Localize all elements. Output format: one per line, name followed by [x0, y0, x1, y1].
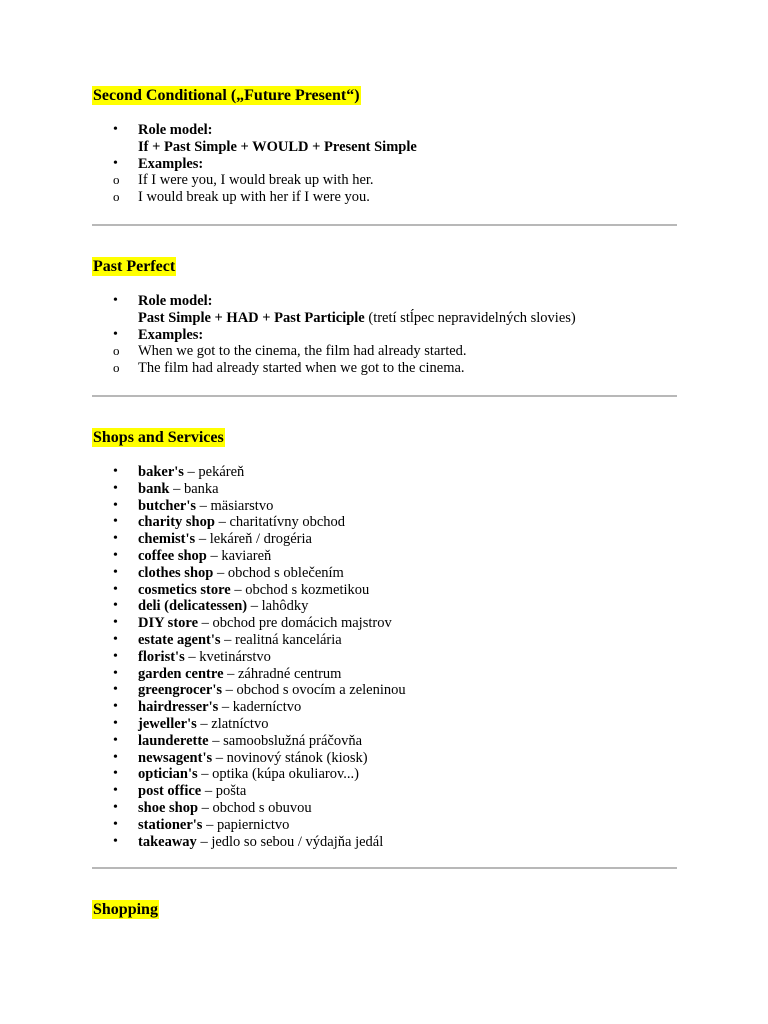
vocab-item: [92, 464, 677, 481]
vocab-item: [92, 783, 677, 800]
vocab-item: [92, 582, 677, 599]
list-item: [92, 156, 677, 206]
section-heading: Second Conditional („Future Present“): [93, 87, 360, 104]
bullet-icon: •: [113, 514, 118, 530]
vocab-term: shoe shop: [138, 799, 199, 816]
vocab-translation: – obchod s obuvou: [198, 799, 312, 816]
vocab-translation: – papiernictvo: [202, 816, 290, 833]
vocab-translation: – kaderníctvo: [218, 699, 302, 716]
vocab-term: takeaway: [138, 833, 197, 850]
vocab-translation: – lahôdky: [247, 598, 309, 615]
vocab-item: [92, 733, 677, 750]
vocab-term: launderette: [138, 732, 209, 749]
vocab-item: [92, 565, 677, 582]
examples-list: [92, 172, 677, 206]
vocab-translation: – lekáreň / drogéria: [195, 531, 312, 548]
bullet-icon: •: [113, 833, 118, 849]
list-item: [92, 327, 677, 377]
bullet-icon: •: [113, 598, 118, 614]
bullet-icon: •: [113, 464, 118, 479]
bullet-icon: •: [113, 715, 118, 731]
section-shopping: [92, 900, 677, 919]
vocab-translation: – záhradné centrum: [223, 665, 342, 682]
vocab-item: [92, 615, 677, 632]
role-model-note: (tretí stĺpec nepravidelných slovies): [364, 309, 576, 326]
vocab-item: [92, 514, 677, 531]
example-item: [92, 360, 677, 377]
vocab-translation: – realitná kancelária: [220, 631, 342, 648]
vocab-translation: – samoobslužná práčovňa: [208, 732, 363, 749]
bullet-icon: •: [113, 547, 118, 563]
vocab-term: optician's: [138, 766, 198, 783]
vocab-term: estate agent's: [138, 631, 221, 648]
section-past-perfect: [92, 257, 677, 377]
vocab-term: garden centre: [138, 665, 224, 682]
vocab-translation: – charitatívny obchod: [214, 514, 346, 531]
vocab-term: greengrocer's: [138, 682, 223, 699]
vocab-translation: – obchod pre domácich majstrov: [198, 615, 392, 632]
vocab-item: [92, 834, 677, 851]
horizontal-rule: [92, 224, 677, 226]
vocab-item: [92, 649, 677, 666]
vocab-translation: – pekáreň: [183, 464, 245, 480]
section-heading: Past Perfect: [93, 258, 176, 275]
section-heading: Shopping: [93, 901, 158, 918]
bullet-icon: •: [113, 783, 118, 799]
bullet-icon: •: [113, 816, 118, 832]
role-model-formula: If + Past Simple + WOULD + Present Simple: [138, 138, 417, 155]
vocab-translation: – obchod s ovocím a zeleninou: [222, 682, 406, 699]
bullet-list: [92, 122, 677, 206]
vocab-term: deli (delicatessen): [138, 598, 248, 615]
bullet-icon: •: [113, 581, 118, 597]
example-item: [92, 343, 677, 360]
circle-bullet-icon: o: [113, 343, 120, 359]
bullet-icon: •: [113, 531, 118, 547]
bullet-icon: •: [113, 326, 118, 342]
vocab-translation: – kaviareň: [206, 547, 272, 564]
example-text: If I were you, I would break up with her.: [138, 172, 374, 189]
bullet-icon: •: [113, 682, 118, 698]
bullet-icon: •: [113, 122, 118, 137]
bullet-icon: •: [113, 732, 118, 748]
role-model-label: Role model:: [138, 293, 213, 309]
section-shops-and-services: [92, 428, 677, 850]
vocab-term: coffee shop: [138, 547, 207, 564]
vocab-item: [92, 531, 677, 548]
vocab-term: hairdresser's: [138, 699, 219, 716]
vocab-term: butcher's: [138, 497, 196, 514]
role-model-formula: Past Simple + HAD + Past Participle: [138, 309, 365, 326]
vocab-item: [92, 766, 677, 783]
circle-bullet-icon: o: [113, 189, 120, 205]
bullet-icon: •: [113, 293, 118, 308]
vocab-term: DIY store: [138, 615, 199, 632]
vocab-term: cosmetics store: [138, 581, 231, 598]
examples-label: Examples:: [138, 326, 204, 343]
vocab-item: [92, 481, 677, 498]
example-text: When we got to the cinema, the film had already started.: [138, 343, 467, 360]
bullet-icon: •: [113, 497, 118, 513]
example-item: [92, 189, 677, 206]
bullet-icon: •: [113, 631, 118, 647]
vocab-item: [92, 666, 677, 683]
bullet-list: [92, 293, 677, 377]
vocab-translation: – mäsiarstvo: [196, 497, 274, 514]
vocab-term: baker's: [138, 464, 184, 480]
vocab-term: charity shop: [138, 514, 215, 531]
horizontal-rule: [92, 395, 677, 397]
bullet-icon: •: [113, 480, 118, 496]
vocab-item: [92, 817, 677, 834]
bullet-icon: •: [113, 615, 118, 631]
vocab-item: [92, 800, 677, 817]
bullet-icon: •: [113, 799, 118, 815]
bullet-icon: •: [113, 648, 118, 664]
circle-bullet-icon: o: [113, 172, 120, 188]
bullet-icon: •: [113, 564, 118, 580]
vocab-translation: – pošta: [201, 783, 247, 800]
vocab-translation: – obchod s oblečením: [213, 564, 344, 581]
vocab-term: post office: [138, 783, 202, 800]
examples-label: Examples:: [138, 155, 204, 172]
vocab-term: bank: [138, 480, 170, 497]
bullet-icon: •: [113, 155, 118, 171]
bullet-icon: •: [113, 699, 118, 715]
vocab-term: jeweller's: [138, 715, 197, 732]
shops-list: [92, 464, 677, 850]
example-item: [92, 172, 677, 189]
example-text: I would break up with her if I were you.: [138, 189, 370, 206]
bullet-icon: •: [113, 766, 118, 782]
vocab-term: newsagent's: [138, 749, 213, 766]
vocab-translation: – obchod s kozmetikou: [230, 581, 370, 598]
vocab-item: [92, 716, 677, 733]
vocab-item: [92, 498, 677, 515]
bullet-icon: •: [113, 665, 118, 681]
vocab-term: florist's: [138, 648, 185, 665]
vocab-term: clothes shop: [138, 564, 214, 581]
vocab-item: [92, 699, 677, 716]
vocab-item: [92, 750, 677, 767]
vocab-translation: – zlatníctvo: [196, 715, 269, 732]
vocab-item: [92, 598, 677, 615]
vocab-translation: – optika (kúpa okuliarov...): [197, 766, 359, 783]
vocab-translation: – novinový stánok (kiosk): [212, 749, 368, 766]
horizontal-rule: [92, 867, 677, 869]
vocab-translation: – jedlo so sebou / výdajňa jedál: [196, 833, 384, 850]
section-heading: Shops and Services: [93, 429, 224, 446]
vocab-item: [92, 682, 677, 699]
list-item: [92, 122, 677, 156]
vocab-item: [92, 632, 677, 649]
vocab-term: chemist's: [138, 531, 196, 548]
bullet-icon: •: [113, 749, 118, 765]
examples-list: [92, 343, 677, 377]
vocab-translation: – banka: [169, 480, 219, 497]
vocab-term: stationer's: [138, 816, 203, 833]
circle-bullet-icon: o: [113, 360, 120, 376]
role-model-label: Role model:: [138, 122, 213, 138]
vocab-translation: – kvetinárstvo: [184, 648, 271, 665]
section-second-conditional: [92, 86, 677, 206]
vocab-item: [92, 548, 677, 565]
list-item: [92, 293, 677, 327]
example-text: The film had already started when we got to the cinema.: [138, 360, 465, 377]
